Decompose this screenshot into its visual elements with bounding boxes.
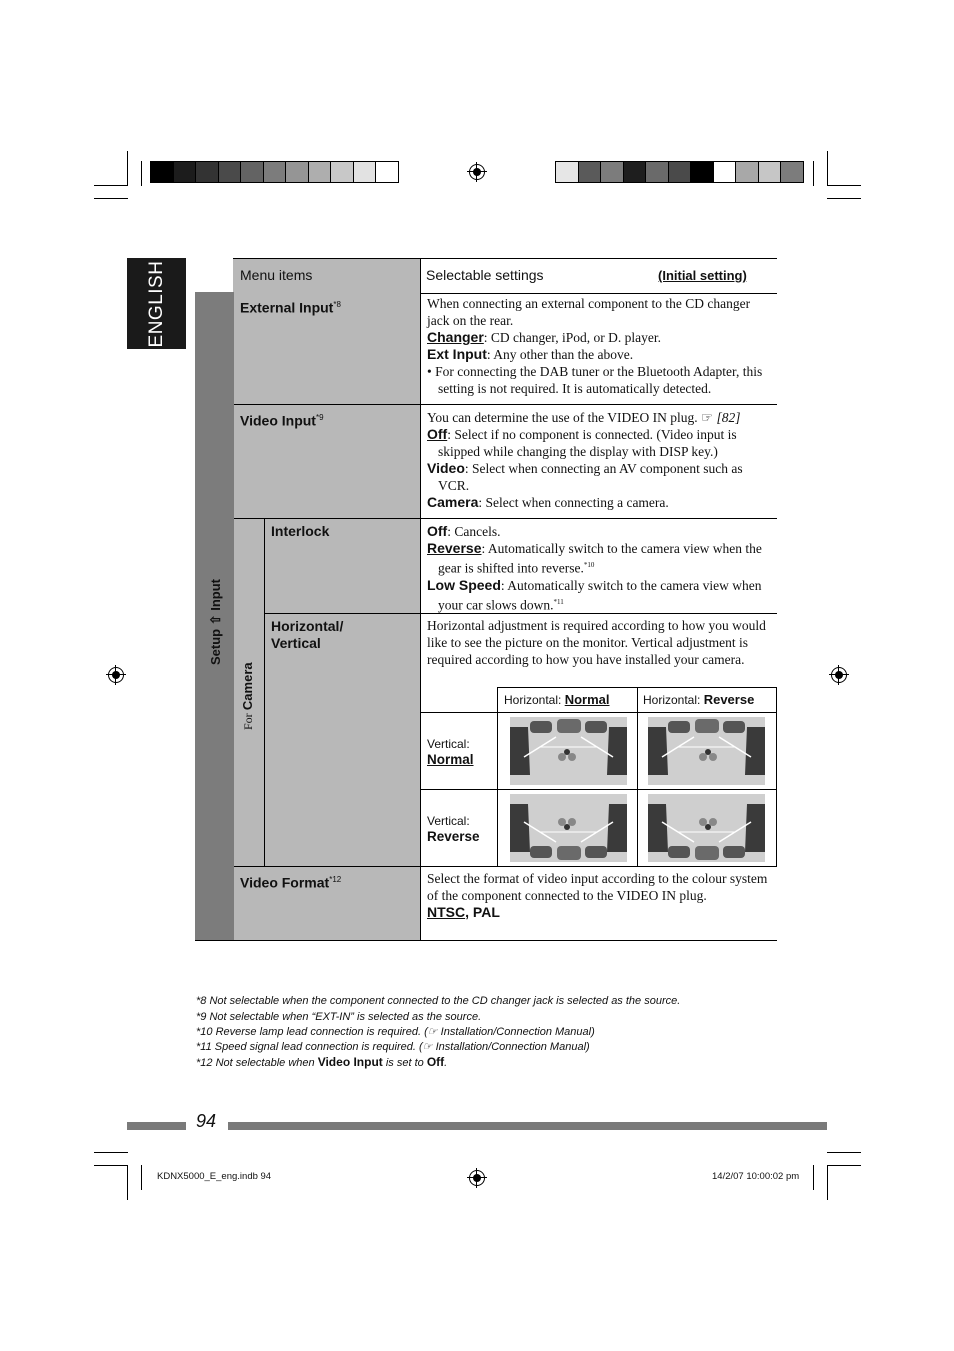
v-prefix: Vertical:: [427, 814, 470, 828]
footnote-ref: *9: [315, 413, 324, 422]
grid-line: [497, 687, 498, 866]
registration-mark-icon: [108, 667, 124, 683]
table-header: [233, 258, 777, 294]
crop-mark: [94, 1152, 128, 1153]
color-swatch: [691, 162, 714, 182]
color-bar-right: [555, 161, 804, 183]
row-divider: [265, 613, 777, 614]
slug-filename: KDNX5000_E_eng.indb 94: [157, 1171, 272, 1182]
footnote-12-mid: is set to: [382, 1057, 427, 1069]
footnote-8: *8 Not selectable when the component connected to the CD changer jack is selected as the source.: [196, 995, 681, 1007]
external-input-item: [240, 296, 341, 317]
interlock-item: [271, 523, 329, 540]
video-input-desc: [427, 409, 772, 511]
separator: ,: [465, 904, 473, 920]
hv-name-line2: Vertical: [271, 635, 321, 651]
color-bar-left: [150, 161, 399, 183]
option-low-speed: Low Speed: [427, 576, 501, 593]
footnote-11: *11 Speed signal lead connection is required. (☞ Installation/Connection Manual): [196, 1041, 590, 1053]
v-normal: Normal: [427, 752, 474, 767]
option-ext-input-text: : Any other than the above.: [486, 347, 634, 362]
option-camera-text: : Select when connecting a camera.: [478, 495, 669, 510]
option-ext-input: Ext Input: [427, 346, 487, 362]
footnote-12-end: .: [444, 1057, 448, 1069]
color-swatch: [759, 162, 782, 182]
option-off-text: : Cancels.: [447, 524, 501, 539]
crop-mark: [141, 1165, 142, 1190]
side-label-text: Setup ⇧ Input: [208, 579, 223, 665]
option-video: Video: [427, 460, 465, 476]
h-prefix: Horizontal:: [504, 693, 565, 707]
video-input-name: Video Input: [240, 412, 316, 429]
footnote-ref: *8: [333, 300, 341, 309]
crop-mark: [813, 1165, 814, 1190]
color-swatch: [579, 162, 602, 182]
color-swatch: [601, 162, 624, 182]
row-divider: [195, 940, 777, 941]
camera-label-text: Camera: [240, 662, 255, 711]
page-bar-left: [127, 1122, 186, 1130]
color-swatch: [264, 162, 287, 182]
color-swatch: [736, 162, 759, 182]
v-prefix: Vertical:: [427, 737, 470, 751]
grid-line: [637, 687, 638, 866]
h-normal-header: [504, 692, 610, 707]
horizontal-vertical-item: [271, 618, 343, 652]
color-swatch: [354, 162, 377, 182]
crop-mark: [827, 151, 828, 186]
crop-mark: [94, 185, 128, 186]
option-changer: Changer: [427, 329, 484, 345]
footnote-9: *9 Not selectable when “EXT-IN” is selected as the source.: [196, 1011, 482, 1023]
crop-mark: [827, 1165, 828, 1200]
color-swatch: [714, 162, 737, 182]
camera-label-prefix: For: [241, 713, 255, 730]
h-reverse-header: [643, 692, 754, 707]
grid-line: [420, 789, 777, 790]
slug-timestamp: 14/2/07 10:00:02 pm: [712, 1171, 800, 1182]
color-swatch: [556, 162, 579, 182]
footnote-12-key1: Video Input: [317, 1055, 383, 1069]
v-reverse: Reverse: [427, 829, 480, 844]
color-swatch: [646, 162, 669, 182]
color-swatch: [376, 162, 398, 182]
color-swatch: [331, 162, 354, 182]
v-reverse-header: [427, 813, 480, 845]
crop-mark: [127, 1165, 128, 1200]
option-off-text: : Select if no component is connected. (Video input is skipped while changing the display with DISP key.): [438, 427, 737, 459]
video-format-desc: [427, 870, 772, 921]
language-tab: [127, 258, 186, 349]
footnote-ref: *12: [329, 875, 342, 884]
crop-mark: [827, 1152, 861, 1153]
v-normal-header: [427, 736, 474, 768]
crop-mark: [827, 1165, 861, 1166]
option-camera: Camera: [427, 494, 479, 510]
crop-mark: [827, 198, 861, 199]
h-reverse: Reverse: [703, 692, 755, 707]
footnote-10: *10 Reverse lamp lead connection is required. (☞ Installation/Connection Manual): [196, 1026, 595, 1038]
crop-mark: [813, 161, 814, 186]
external-input-line1: When connecting an external component to the CD changer jack on the rear.: [427, 296, 751, 328]
crop-mark: [141, 161, 142, 186]
camera-view-image: [510, 717, 627, 785]
crop-mark: [127, 151, 128, 186]
hv-text: Horizontal adjustment is required according to how you would like to see the picture on the monitor. Vertical adjustment is required according to how you have installed your camera.: [427, 618, 766, 667]
color-swatch: [241, 162, 264, 182]
camera-view-image: [510, 794, 627, 862]
color-swatch: [286, 162, 309, 182]
row-divider: [234, 404, 777, 405]
crop-mark: [94, 1165, 128, 1166]
h-prefix: Horizontal:: [643, 693, 704, 707]
color-swatch: [309, 162, 332, 182]
grid-line: [776, 687, 777, 866]
page-number: 94: [196, 1111, 217, 1131]
option-low-speed-text: : Automatically switch to the camera view when your car slows down.: [438, 577, 762, 612]
option-ntsc: NTSC: [427, 904, 466, 920]
footnote-ref: *11: [553, 597, 564, 606]
interlock-name: Interlock: [271, 523, 330, 539]
crop-mark: [827, 185, 861, 186]
option-reverse: Reverse: [427, 540, 482, 556]
header-selectable-settings: Selectable settings: [426, 267, 544, 283]
external-input-name: External Input: [240, 299, 334, 316]
video-format-text: Select the format of video input according to the colour system of the component connected to the VIDEO IN plug.: [427, 871, 768, 903]
option-video-text: : Select when connecting an AV component such as VCR.: [438, 461, 743, 493]
interlock-desc: [427, 523, 772, 613]
h-normal: Normal: [564, 692, 610, 707]
language-tab-label: ENGLISH: [145, 260, 167, 347]
header-initial-setting: (Initial setting): [658, 268, 747, 283]
registration-mark-icon: [469, 164, 485, 180]
column-divider: [420, 258, 421, 940]
footnote-12: [196, 1055, 447, 1071]
registration-mark-icon: [469, 1170, 485, 1186]
hv-name-line1: Horizontal/: [271, 618, 344, 634]
crop-mark: [94, 198, 128, 199]
row-divider: [234, 518, 777, 519]
camera-view-image: [648, 794, 765, 862]
color-swatch: [669, 162, 692, 182]
option-changer-text: : CD changer, iPod, or D. player.: [483, 330, 661, 345]
header-menu-items: Menu items: [240, 267, 313, 283]
footnote-12-pre: *12 Not selectable when: [196, 1057, 318, 1069]
option-off: Off: [427, 426, 448, 442]
grid-line: [420, 712, 777, 713]
color-swatch: [196, 162, 219, 182]
video-format-item: [240, 871, 341, 892]
footnote-12-key2: Off: [426, 1055, 445, 1069]
hv-desc: [427, 617, 772, 668]
color-swatch: [624, 162, 647, 182]
option-pal: PAL: [472, 904, 500, 920]
color-swatch: [781, 162, 803, 182]
video-input-line1: You can determine the use of the VIDEO IN plug. ☞: [427, 410, 717, 425]
color-swatch: [219, 162, 242, 182]
video-input-item: [240, 409, 324, 430]
footnote-ref: *10: [583, 561, 595, 569]
page-bar-right: [228, 1122, 827, 1130]
registration-mark-icon: [831, 667, 847, 683]
option-reverse-text: : Automatically switch to the camera view when the gear is shifted into reverse.: [438, 541, 762, 576]
video-format-name: Video Format: [240, 874, 330, 891]
color-swatch: [174, 162, 197, 182]
color-swatch: [151, 162, 174, 182]
external-input-desc: [427, 295, 772, 397]
external-input-bullet: • For connecting the DAB tuner or the Bluetooth Adapter, this setting is not required. It is automatically detected.: [427, 364, 763, 396]
option-off: Off: [427, 523, 448, 539]
row-divider: [234, 866, 777, 867]
camera-view-image: [648, 717, 765, 785]
page-ref: [82]: [716, 410, 741, 425]
